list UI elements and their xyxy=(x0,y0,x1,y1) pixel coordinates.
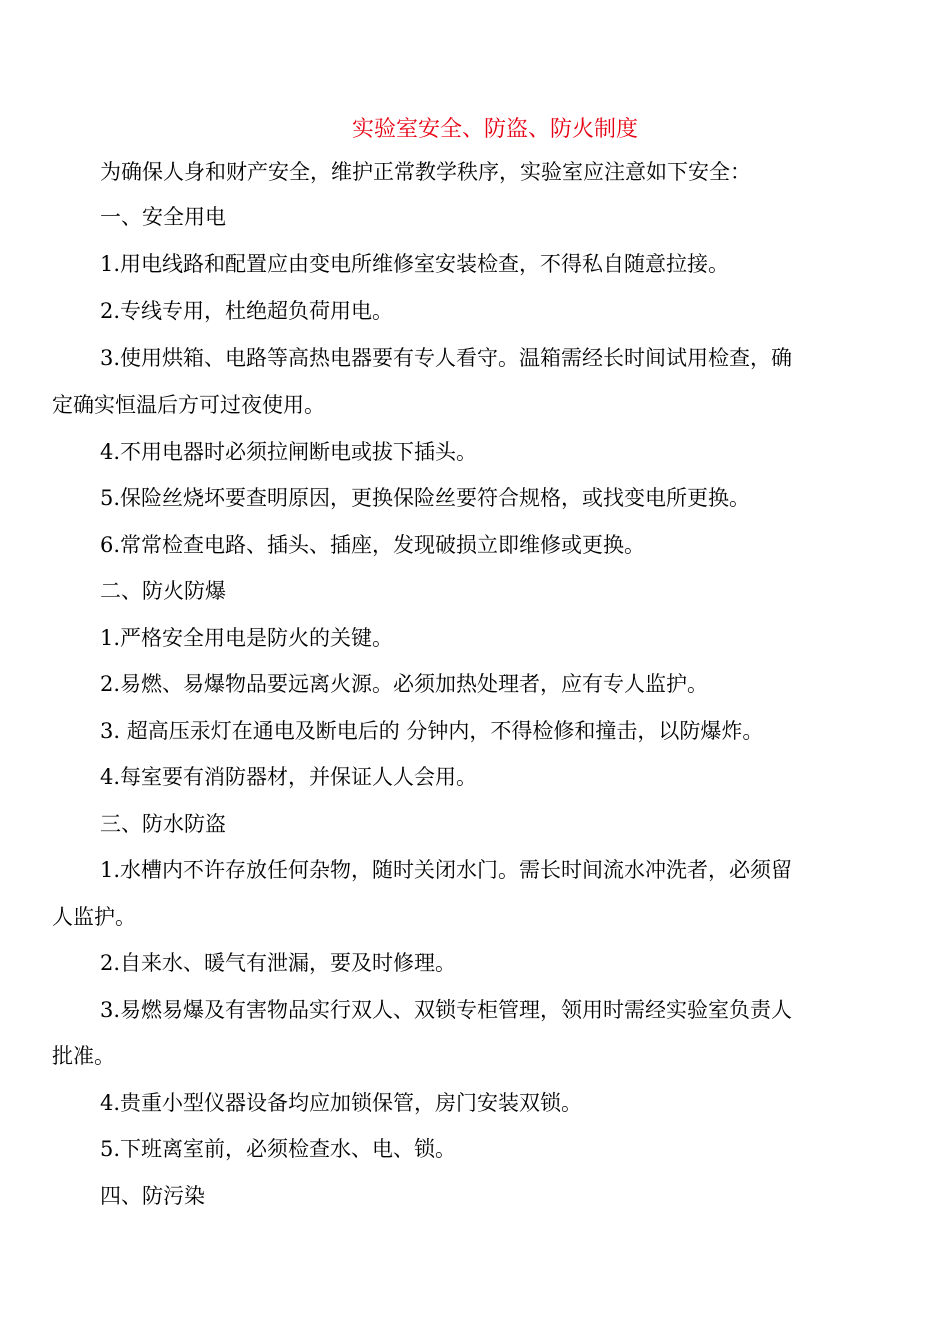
section-heading-pollution: 四、防污染 xyxy=(100,1184,205,1208)
list-item: 5.下班离室前，必须检查水、电、锁。 xyxy=(100,1137,457,1161)
list-item: 1.水槽内不许存放任何杂物，随时关闭水门。需长时间流水冲洗者，必须留 xyxy=(100,858,793,882)
section-heading-electricity: 一、安全用电 xyxy=(100,205,226,229)
list-item: 4.每室要有消防器材，并保证人人会用。 xyxy=(100,765,478,789)
list-item: 1.用电线路和配置应由变电所维修室安装检查，不得私自随意拉接。 xyxy=(100,252,730,276)
section-heading-fire: 二、防火防爆 xyxy=(100,579,226,603)
list-item-continuation: 批准。 xyxy=(52,1044,115,1068)
list-item: 5.保险丝烧坏要查明原因，更换保险丝要符合规格，或找变电所更换。 xyxy=(100,486,751,510)
list-item: 2.自来水、暖气有泄漏，要及时修理。 xyxy=(100,951,457,975)
list-item: 4.贵重小型仪器设备均应加锁保管，房门安装双锁。 xyxy=(100,1091,583,1115)
list-item-continuation: 人监护。 xyxy=(52,905,136,929)
list-item: 3.易燃易爆及有害物品实行双人、双锁专柜管理，领用时需经实验室负责人 xyxy=(100,998,793,1022)
list-item: 4.不用电器时必须拉闸断电或拔下插头。 xyxy=(100,440,478,464)
section-heading-water-theft: 三、防水防盗 xyxy=(100,812,226,836)
list-item-continuation: 定确实恒温后方可过夜使用。 xyxy=(52,393,325,417)
list-item: 1.严格安全用电是防火的关键。 xyxy=(100,626,394,650)
list-item: 6.常常检查电路、插头、插座，发现破损立即维修或更换。 xyxy=(100,533,646,557)
list-item: 2.专线专用，杜绝超负荷用电。 xyxy=(100,299,394,323)
list-item: 3. 超高压汞灯在通电及断电后的 分钟内，不得检修和撞击，以防爆炸。 xyxy=(100,719,764,743)
list-item: 2.易燃、易爆物品要远离火源。必须加热处理者，应有专人监护。 xyxy=(100,672,709,696)
intro-paragraph: 为确保人身和财产安全，维护正常教学秩序，实验室应注意如下安全： xyxy=(100,160,751,184)
document-title: 实验室安全、防盗、防火制度 xyxy=(351,117,638,142)
list-item: 3.使用烘箱、电路等高热电器要有专人看守。温箱需经长时间试用检查，确 xyxy=(100,346,793,370)
